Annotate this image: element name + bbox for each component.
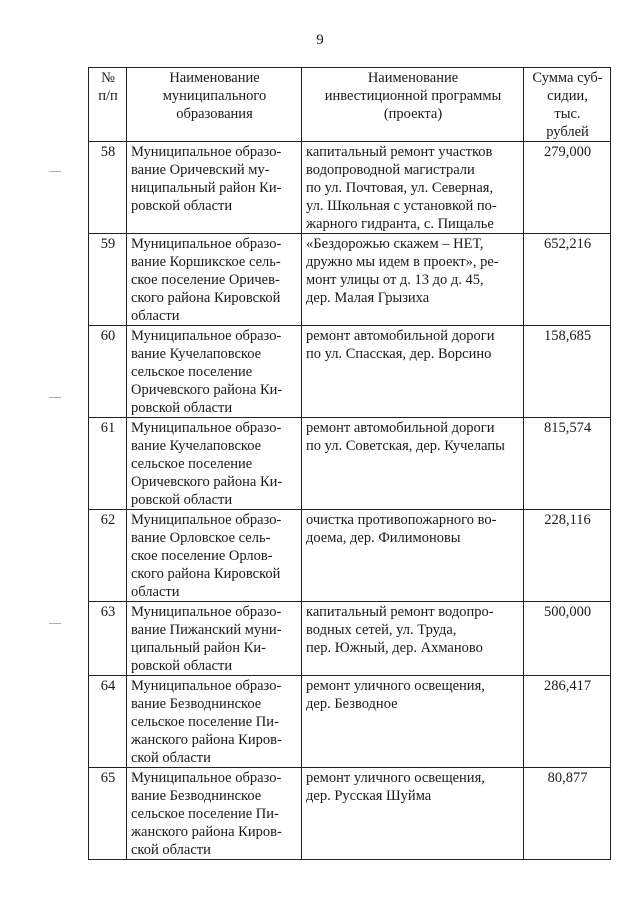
row-municipality: Муниципальное образо- вание Пижанский муни- ципальный район Ки- ровской области <box>127 602 302 676</box>
table-header-row <box>89 68 611 142</box>
row-amount: 286,417 <box>524 676 611 768</box>
table-row <box>89 602 611 676</box>
row-program: ремонт автомобильной дороги по ул. Спасская, дер. Ворсино <box>302 326 524 418</box>
row-number: 63 <box>89 602 127 676</box>
row-amount: 500,000 <box>524 602 611 676</box>
row-program: ремонт уличного освещения, дер. Русская Шуйма <box>302 768 524 860</box>
row-municipality: Муниципальное образо- вание Кучелаповское сельское поселение Оричевского района Ки- ровской области <box>127 326 302 418</box>
row-program: капитальный ремонт участков водопроводной магистрали по ул. Почтовая, ул. Северная, ул. Школьная с установкой по- жарного гидранта, с. Пищалье <box>302 142 524 234</box>
table-row <box>89 234 611 326</box>
row-amount: 815,574 <box>524 418 611 510</box>
header-amount: Сумма суб- сидии, тыс. рублей <box>524 68 611 142</box>
row-program: «Бездорожью скажем – НЕТ, дружно мы идем в проект», ре- монт улицы от д. 13 до д. 45, дер. Малая Грызиха <box>302 234 524 326</box>
scan-artifact-mark <box>49 171 61 172</box>
subsidy-table <box>88 67 611 860</box>
header-program: Наименование инвестиционной программы (проекта) <box>302 68 524 142</box>
row-number: 62 <box>89 510 127 602</box>
row-municipality: Муниципальное образо- вание Безводнинское сельское поселение Пи- жанского района Киров- ской области <box>127 768 302 860</box>
row-amount: 652,216 <box>524 234 611 326</box>
table-row <box>89 676 611 768</box>
row-municipality: Муниципальное образо- вание Кучелаповское сельское поселение Оричевского района Ки- ровской области <box>127 418 302 510</box>
table-row <box>89 510 611 602</box>
row-municipality: Муниципальное образо- вание Оричевский му- ниципальный район Ки- ровской области <box>127 142 302 234</box>
row-number: 64 <box>89 676 127 768</box>
header-municipality: Наименование муниципального образования <box>127 68 302 142</box>
row-number: 65 <box>89 768 127 860</box>
scan-artifact-mark <box>49 397 61 398</box>
row-program: капитальный ремонт водопро- водных сетей, ул. Труда, пер. Южный, дер. Ахманово <box>302 602 524 676</box>
row-municipality: Муниципальное образо- вание Коршикское сель- ское поселение Оричев- ского района Кировской области <box>127 234 302 326</box>
row-amount: 279,000 <box>524 142 611 234</box>
row-number: 59 <box>89 234 127 326</box>
row-municipality: Муниципальное образо- вание Орловское сель- ское поселение Орлов- ского района Кировской области <box>127 510 302 602</box>
row-amount: 228,116 <box>524 510 611 602</box>
row-amount: 80,877 <box>524 768 611 860</box>
row-program: ремонт автомобильной дороги по ул. Советская, дер. Кучелапы <box>302 418 524 510</box>
row-program: очистка противопожарного во- доема, дер. Филимоновы <box>302 510 524 602</box>
table-row <box>89 142 611 234</box>
table-row <box>89 418 611 510</box>
row-program: ремонт уличного освещения, дер. Безводное <box>302 676 524 768</box>
scan-artifact-mark <box>49 623 61 624</box>
header-number: № п/п <box>89 68 127 142</box>
row-number: 60 <box>89 326 127 418</box>
page-number: 9 <box>316 32 324 48</box>
table-row <box>89 326 611 418</box>
row-amount: 158,685 <box>524 326 611 418</box>
row-municipality: Муниципальное образо- вание Безводнинское сельское поселение Пи- жанского района Киров- ской области <box>127 676 302 768</box>
row-number: 61 <box>89 418 127 510</box>
row-number: 58 <box>89 142 127 234</box>
table-row <box>89 768 611 860</box>
